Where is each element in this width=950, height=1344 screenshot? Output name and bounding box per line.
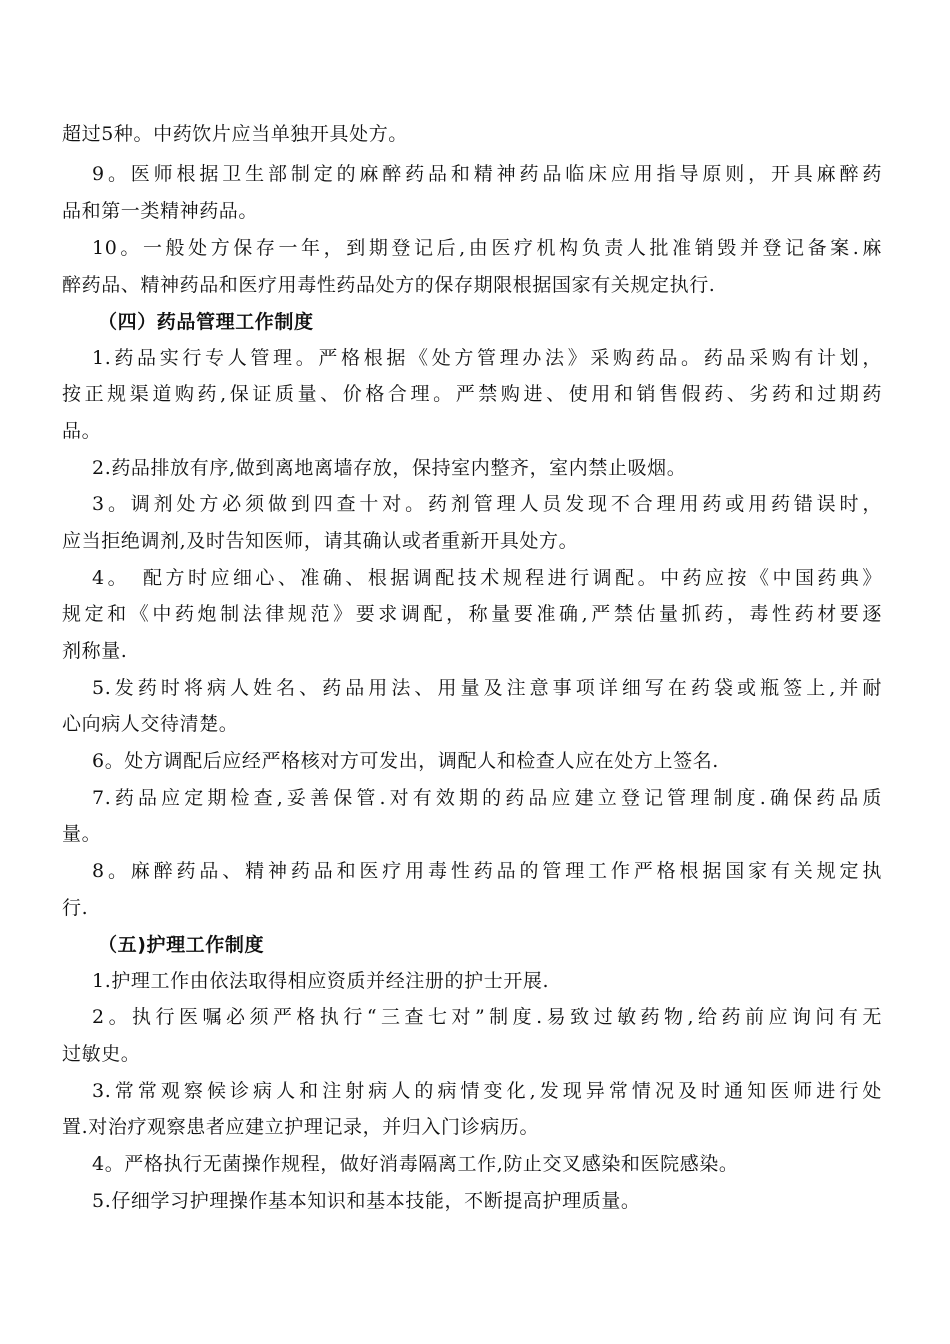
text-line: 规定和《中药炮制法律规范》要求调配，称量要准确,严禁估量抓药，毒性药材要逐 [62, 603, 882, 625]
text-line: 3。调剂处方必须做到四查十对。药剂管理人员发现不合理用药或用药错误时， [92, 493, 882, 515]
text-line: 1.药品实行专人管理。严格根据《处方管理办法》采购药品。药品采购有计划， [92, 347, 882, 369]
text-line: 剂称量. [62, 640, 128, 662]
text-line: 6。处方调配后应经严格核对方可发出，调配人和检查人应在处方上签名. [92, 750, 719, 772]
text-line: 超过5种。中药饮片应当单独开具处方。 [62, 123, 408, 145]
text-line: 3.常常观察候诊病人和注射病人的病情变化,发现异常情况及时通知医师进行处 [92, 1080, 882, 1102]
text-line: 2。执行医嘱必须严格执行“三查七对”制度.易致过敏药物,给药前应询问有无 [92, 1006, 882, 1028]
text-line: 9。医师根据卫生部制定的麻醉药品和精神药品临床应用指导原则，开具麻醉药 [92, 163, 882, 185]
text-line: 过敏史。 [62, 1043, 141, 1065]
text-line: 1.护理工作由依法取得相应资质并经注册的护士开展. [92, 970, 550, 992]
text-line: 应当拒绝调剂,及时告知医师，请其确认或者重新开具处方。 [62, 530, 579, 552]
section-heading: （五)护理工作制度 [98, 934, 265, 956]
text-line: 醉药品、精神药品和医疗用毒性药品处方的保存期限根据国家有关规定执行. [62, 274, 716, 296]
text-line: 置.对治疗观察患者应建立护理记录，并归入门诊病历。 [62, 1116, 540, 1138]
text-line: 心向病人交待清楚。 [62, 713, 239, 735]
text-line: 4。严格执行无菌操作规程，做好消毒隔离工作,防止交叉感染和医院感染。 [92, 1153, 739, 1175]
text-line: 2.药品排放有序,做到离地离墙存放，保持室内整齐，室内禁止吸烟。 [92, 457, 687, 479]
text-line: 品和第一类精神药品。 [62, 200, 259, 222]
text-line: 量。 [62, 823, 102, 845]
text-line: 4。 配方时应细心、准确、根据调配技术规程进行调配。中药应按《中国药典》 [92, 567, 882, 589]
text-line: 10。一般处方保存一年，到期登记后,由医疗机构负责人批准销毁并登记备案.麻 [92, 237, 882, 259]
text-line: 5.发药时将病人姓名、药品用法、用量及注意事项详细写在药袋或瓶签上,并耐 [92, 677, 882, 699]
text-line: 8。麻醉药品、精神药品和医疗用毒性药品的管理工作严格根据国家有关规定执 [92, 860, 882, 882]
text-line: 行. [62, 897, 89, 919]
text-line: 品。 [62, 420, 102, 442]
text-line: 按正规渠道购药,保证质量、价格合理。严禁购进、使用和销售假药、劣药和过期药 [62, 383, 882, 405]
text-line: 7.药品应定期检查,妥善保管.对有效期的药品应建立登记管理制度.确保药品质 [92, 787, 882, 809]
text-line: 5.仔细学习护理操作基本知识和基本技能，不断提高护理质量。 [92, 1190, 641, 1212]
section-heading: （四）药品管理工作制度 [98, 311, 314, 333]
